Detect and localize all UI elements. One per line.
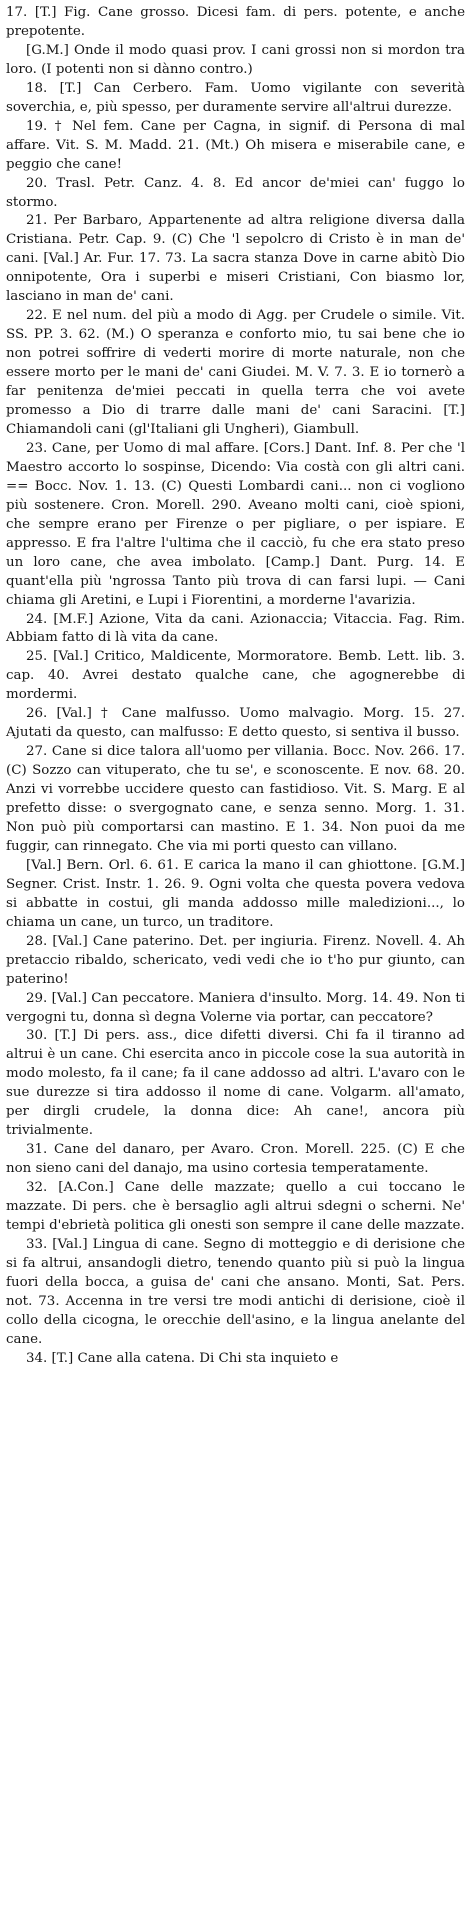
entry-30: 30. [T.] Di pers. ass., dice difetti diversi. Chi fa il tiranno ad altrui è un cane. Chi esercita anco in piccole cose la sua autorità in modo molesto, fa il cane; fa il cane addosso ad altri. L'avaro con le sue durezze si tira addosso il nome di cane. Volgarm. all'amato, per dirgli crudele, la donna dice: Ah cane!, ancora più trivialmente.: [6, 1028, 465, 1139]
entry-31: 31. Cane del danaro, per Avaro. Cron. Morell. 225. (C) E che non sieno cani del danajo, ma usino cortesia temperatamente.: [6, 1142, 465, 1177]
entry-22: 22. E nel num. del più a modo di Agg. per Crudele o simile. Vit. SS. PP. 3. 62. (M.) O speranza e conforto mio, tu sai bene che io non potrei soffrire di vederti morire di morte naturale, non che essere morto per le mani de' cani Giudei. M. V. 7. 3. E io tornerò a far penitenza de'miei peccati in quella terra che voi avete promesso a Dio di trarre dalle mani de' cani Saracini. [T.] Chiamandoli cani (gl'Italiani gli Ungheri), Giambull.: [6, 308, 465, 437]
entry-17: 17. [T.] Fig. Cane grosso. Dicesi fam. di pers. potente, e anche prepotente.: [6, 5, 465, 39]
entry-27-note: [Val.] Bern. Orl. 6. 61. E carica la mano il can ghiottone. [G.M.] Segner. Crist. Instr. 1. 26. 9. Ogni volta che questa povera vedova si abbatte in costui, gli manda addosso mille maledizioni..., lo chiama un cane, un turco, un traditore.: [6, 857, 465, 930]
entry-25: 25. [Val.] Critico, Maldicente, Mormoratore. Bemb. Lett. lib. 3. cap. 40. Avrei destato qualche cane, che agognerebbe di mordermi.: [6, 649, 465, 703]
entry-34: 34. [T.] Cane alla catena. Di Chi sta inquieto e: [26, 1350, 339, 1366]
entry-28: 28. [Val.] Cane paterino. Det. per ingiuria. Firenz. Novell. 4. Ah pretaccio ribaldo, schericato, vedi vedi che io t'ho pur giunto, can paterino!: [6, 933, 465, 987]
entry-33: 33. [Val.] Lingua di cane. Segno di motteggio e di derisione che si fa altrui, ansandogli dietro, tenendo quanto più si può la lingua fuori della bocca, a guisa de' cani che ansano. Monti, Sat. Pers. not. 73. Accenna in tre versi tre modi antichi di derisione, cioè il collo della cicogna, le orecchie dell'asino, e la lingua anelante del cane.: [6, 1236, 465, 1347]
entry-24: 24. [M.F.] Azione, Vita da cani. Azionaccia; Vitaccia. Fag. Rim. Abbiam fatto di là vita da cane.: [6, 611, 465, 646]
entry-17-note: [G.M.] Onde il modo quasi prov. I cani grossi non si mordon tra loro. (I potenti non si dànno contro.): [6, 42, 465, 77]
entry-21: 21. Per Barbaro, Appartenente ad altra religione diversa dalla Cristiana. Petr. Cap. 9. (C) Che 'l sepolcro di Cristo è in man de' cani. [Val.] Ar. Fur. 17. 73. La sacra stanza Dove in carne abitò Dio onnipotente, Ora i superbi e miseri Cristiani, Con biasmo lor, lasciano in man de' cani.: [6, 213, 465, 305]
entry-26: 26. [Val.] † Cane malfusso. Uomo malvagio. Morg. 15. 27. Ajutati da questo, can malfusso: E detto questo, si sentiva il busso.: [6, 706, 465, 741]
entry-20: 20. Trasl. Petr. Canz. 4. 8. Ed ancor de'miei can' fuggo lo stormo.: [6, 175, 465, 210]
entry-23: 23. Cane, per Uomo di mal affare. [Cors.] Dant. Inf. 8. Per che 'l Maestro accorto lo sospinse, Dicendo: Via costà con gli altri cani. == Bocc. Nov. 1. 13. (C) Questi Lombardi cani... non ci vogliono più sostenere. Cron. Morell. 290. Aveano molti cani, cioè spioni, che sempre erano per Firenze o per pigliare, o per ispiare. E appresso. E fra l'altre l'ultima che il cacciò, fu che era stato preso un loro cane, che avea imbolato. [Camp.] Dant. Purg. 14. E quant'ella più 'ngrossa Tanto più trova di can farsi lupi. — Cani chiama gli Aretini, e Lupi i Fiorentini, a morderne l'avarizia.: [6, 440, 465, 608]
entry-32: 32. [A.Con.] Cane delle mazzate; quello a cui toccano le mazzate. Di pers. che è bersaglio agli altrui sdegni o scherni. Ne' tempi d'ebrietà politica gli onesti son sempre il cane delle mazzate.: [6, 1180, 465, 1233]
entry-18: 18. [T.] Can Cerbero. Fam. Uomo vigilante con severità soverchia, e, più spesso, per duramente servire all'altrui durezze.: [6, 80, 465, 115]
entry-19: 19. † Nel fem. Cane per Cagna, in signif. di Persona di mal affare. Vit. S. M. Madd. 21. (Mt.) Oh misera e miserabile cane, e peggio che cane!: [6, 118, 465, 172]
entry-27: 27. Cane si dice talora all'uomo per villania. Bocc. Nov. 266. 17. (C) Sozzo can vituperato, che tu se', e sconoscente. E nov. 68. 20. Anzi vi vorrebbe uccidere questo can fastidioso. Vit. S. Marg. E al prefetto disse: o svergognato cane, e senza senno. Morg. 1. 31. Non può più comportarsi can mastino. E 1. 34. Non puoi da me fuggir, can rinnegato. Che via mi porti questo can villano.: [6, 744, 465, 854]
entry-29: 29. [Val.] Can peccatore. Maniera d'insulto. Morg. 14. 49. Non ti vergogni tu, donna sì degna Volerne via portar, can peccatore?: [6, 990, 465, 1025]
